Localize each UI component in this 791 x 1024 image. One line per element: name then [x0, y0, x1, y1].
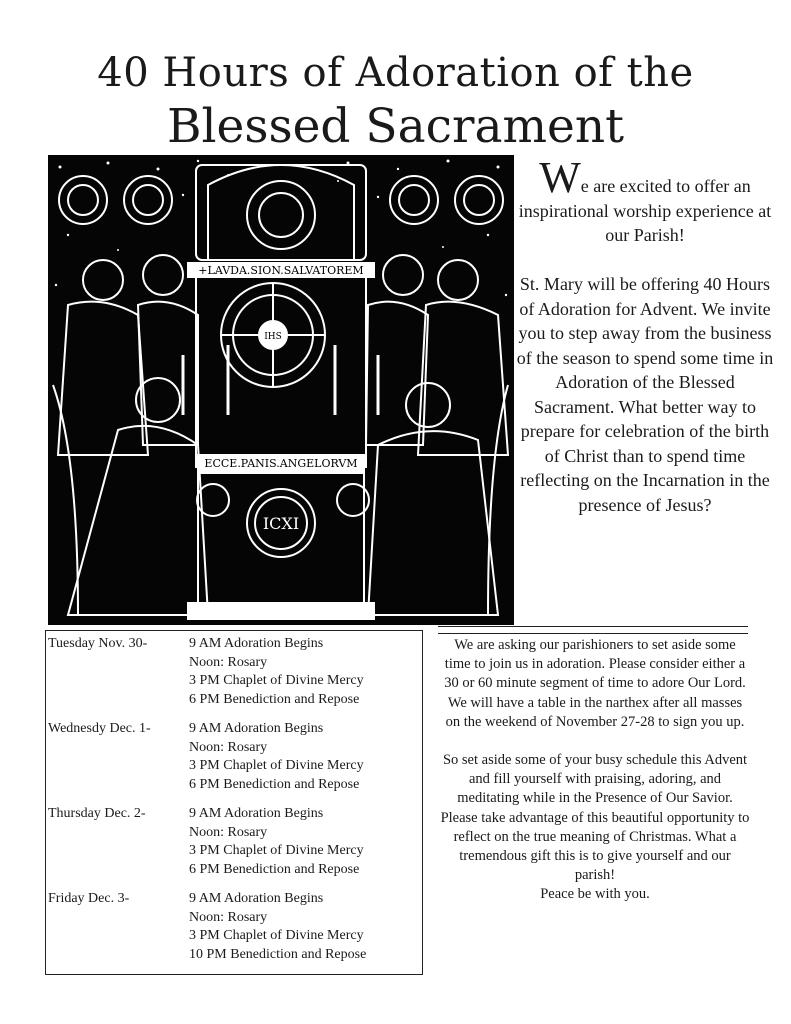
double-rule-divider — [438, 626, 748, 634]
schedule-item: 9 AM Adoration Begins — [189, 636, 324, 651]
intro-paragraph-1-text: e are excited to offer an inspirational worship experience at our Parish! — [518, 176, 772, 245]
banner-top-text: +LAVDA.SION.SALVATOREM — [198, 264, 364, 277]
schedule-day-name: Thursday Dec. 2- — [48, 806, 146, 821]
schedule-day-name: Tuesday Nov. 30- — [48, 636, 148, 651]
schedule-day-name: Wednesdy Dec. 1- — [48, 721, 151, 736]
host-monogram: IHS — [264, 332, 282, 342]
schedule-item: 3 PM Chaplet of Divine Mercy — [189, 928, 364, 943]
invitation-paragraph-2: So set aside some of your busy schedule this Advent and fill yourself with praising, adoring, and meditating while in the Presence of Our Savior. Please take advantage of this beautiful opportunity to reflect on the true meaning of Christmas. What a tremendous gift this is to give yourself and our parish! — [440, 752, 750, 884]
schedule-item: Noon: Rosary — [189, 909, 268, 925]
schedule-item: 9 AM Adoration Begins — [189, 891, 324, 906]
schedule-item: 3 PM Chaplet of Divine Mercy — [189, 673, 364, 688]
schedule-item: 9 AM Adoration Begins — [189, 806, 324, 821]
drop-cap: W — [539, 153, 581, 202]
invitation-text — [440, 636, 750, 905]
invitation-paragraph-1: We are asking our parishioners to set aside some time to join us in adoration. Please consider either a 30 or 60 minute segment of time to adore Our Lord. We will have a table in the narthex after all masses on the weekend of November 27-28 to sign you up. — [444, 637, 746, 730]
schedule-day-name: Friday Dec. 3- — [48, 891, 130, 906]
banner-bottom-text: ECCE.PANIS.ANGELORVM — [204, 457, 358, 470]
schedule-item: 6 PM Benediction and Repose — [189, 861, 360, 877]
altar-monogram: ICXI — [262, 514, 300, 533]
intro-paragraph-1 — [514, 153, 776, 248]
schedule-item: 6 PM Benediction and Repose — [189, 776, 360, 792]
title-line-1: 40 Hours of Adoration of the — [97, 50, 694, 96]
schedule-item: 6 PM Benediction and Repose — [189, 691, 360, 707]
schedule-item: 9 AM Adoration Begins — [189, 721, 324, 736]
title-line-2: Blessed Sacrament — [166, 99, 625, 154]
intro-paragraph-2: St. Mary will be offering 40 Hours of Adoration for Advent. We invite you to step away from the business of the season to spend some time in Adoration of the Blessed Sacrament. What better way to prepare for celebration of the birth of Christ than to spend time reflecting on the Incarnation in the presence of Jesus? — [516, 274, 774, 515]
schedule-item: 3 PM Chaplet of Divine Mercy — [189, 758, 364, 773]
adoration-engraving — [48, 155, 514, 625]
schedule-item: Noon: Rosary — [189, 739, 268, 755]
schedule-box — [45, 630, 423, 975]
schedule-item: 3 PM Chaplet of Divine Mercy — [189, 843, 364, 858]
closing-line: Peace be with you. — [540, 886, 650, 903]
schedule-item: 10 PM Benediction and Repose — [189, 946, 367, 962]
schedule-item: Noon: Rosary — [189, 824, 268, 840]
intro-text — [514, 153, 776, 517]
schedule-item: Noon: Rosary — [189, 654, 268, 670]
